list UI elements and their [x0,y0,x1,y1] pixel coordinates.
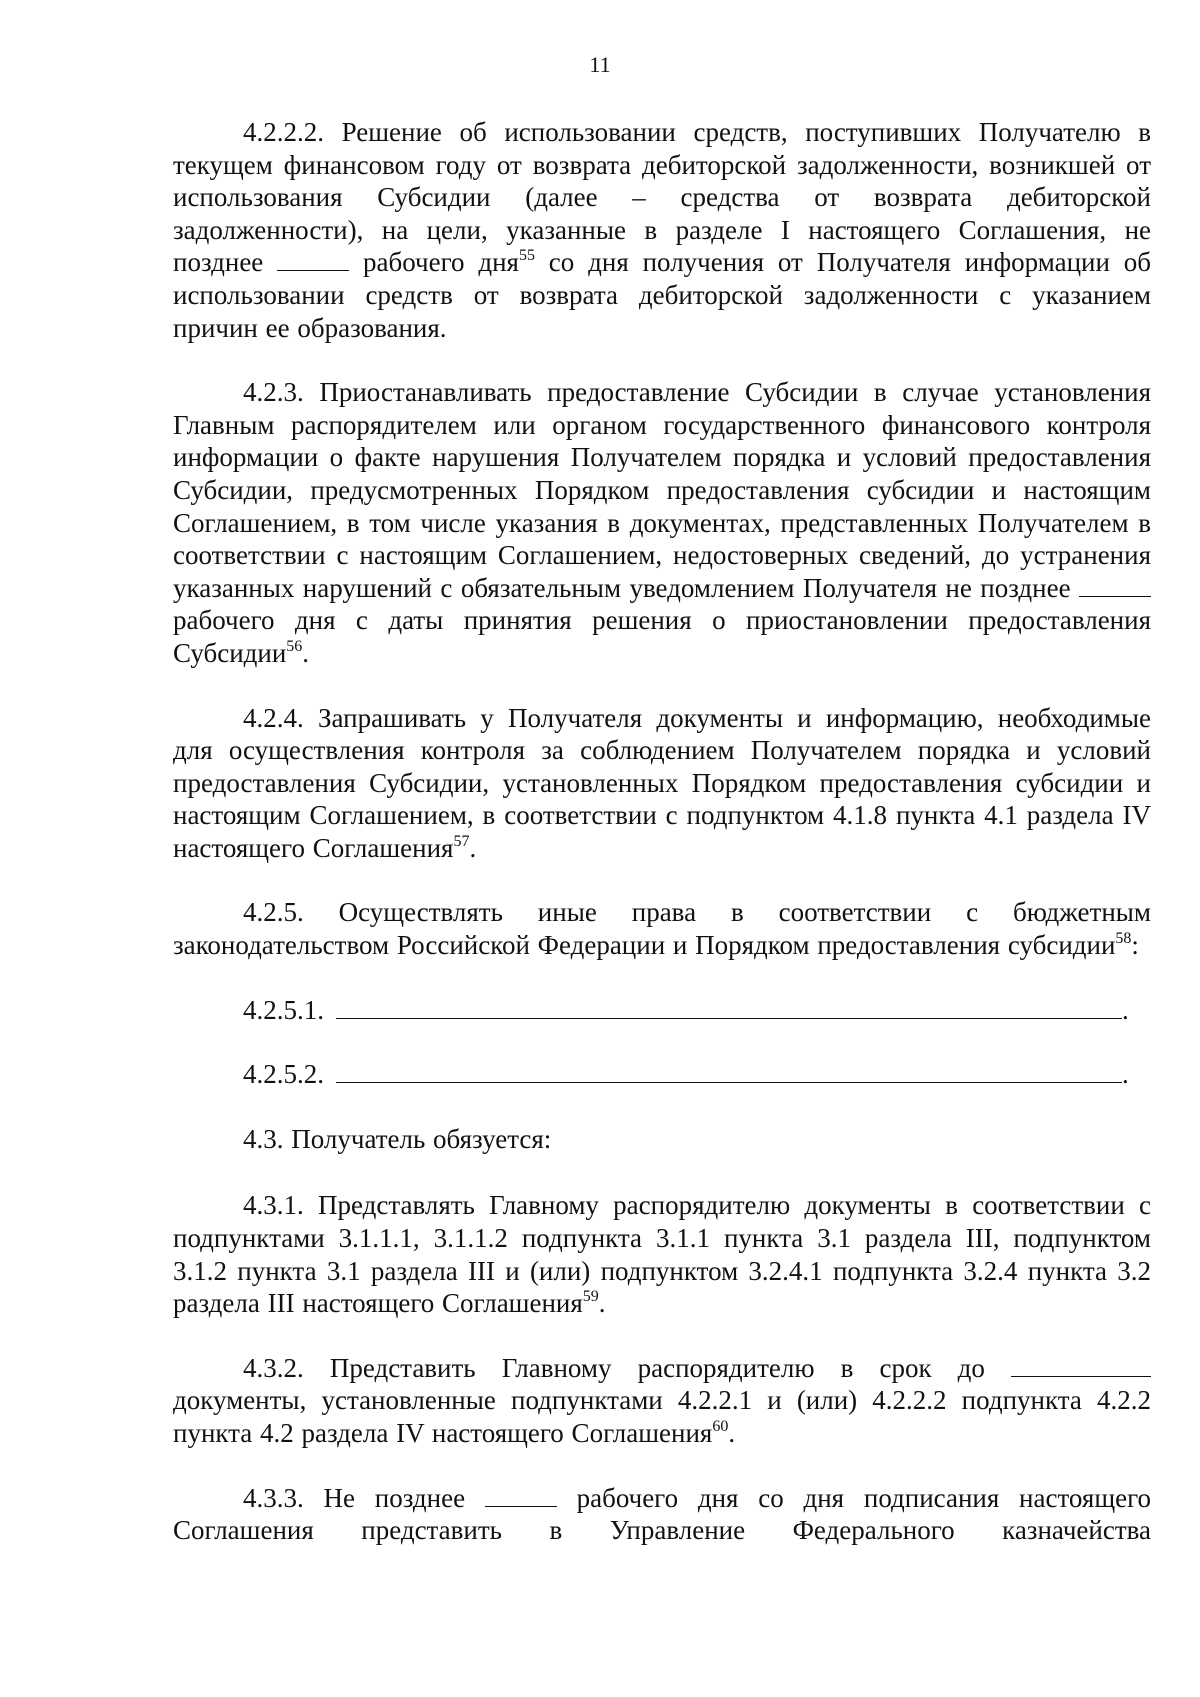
blank-field [485,1482,557,1507]
paragraph-text: 4.3.3. Не позднее [243,1482,485,1513]
item-label: 4.2.5.2. [243,1059,324,1090]
paragraph-4-2-5-2 [173,1058,1151,1091]
paragraph-text: 4.2.5. Осуществлять иные права в соответствии с бюджетным законодательством Российской Федерации и Порядком предоставления субсидии [173,897,1151,961]
paragraph-4-3-1 [173,1189,1151,1319]
item-label: 4.2.5.1. [243,994,324,1025]
paragraph-text: . [598,1288,606,1319]
paragraph-4-3-2 [173,1352,1151,1450]
footnote-ref: 57 [453,832,470,850]
paragraph-text: 4.3. Получатель обязуется: [243,1123,552,1154]
footnote-ref: 58 [1115,930,1132,948]
paragraph-text: рабочего дня со дня подписания настоящего Соглашения представить в Управление Федерального казначейства [173,1482,1151,1546]
paragraph-text: . [302,637,310,668]
paragraph-text: со дня получения от Получателя информации об использовании средств от возврата дебиторской задолженности с указанием причин ее образования. [173,247,1152,343]
paragraph-4-3-3 [173,1482,1151,1547]
paragraph-4-2-3 [173,376,1151,669]
blank-line [336,1058,1122,1083]
paragraph-text: рабочего дня с даты принятия решения о приостановлении предоставления Субсидии [173,605,1151,668]
footnote-ref: 56 [286,637,303,655]
item-end: . [1122,1059,1129,1090]
blank-field [1079,572,1151,597]
blank-field [277,246,349,271]
paragraph-4-2-5 [173,896,1151,961]
paragraph-text: . [469,832,477,863]
paragraph-text: . [728,1418,736,1448]
paragraph-text: 4.2.4. Запрашивать у Получателя документы и информацию, необходимые для осуществления контроля за соблюдением Получателем порядка и условий предоставления Субсидии, установленных Порядком предоставления субсидии и настоящим Соглашением, в соответствии с подпунктом 4.1.8 пункта 4.1 раздела IV настоящего Соглашения [173,702,1151,863]
footnote-ref: 59 [582,1288,599,1306]
paragraph-4-3 [173,1123,1151,1156]
paragraph-4-2-4 [173,702,1151,865]
page-number: 11 [589,52,611,77]
footnote-ref: 55 [518,247,535,265]
blank-line [336,994,1122,1019]
document-body [173,116,1151,1547]
footnote-ref: 60 [712,1418,729,1435]
paragraph-text: рабочего дня [349,247,519,278]
paragraph-4-2-2-2 [173,116,1151,344]
paragraph-text: : [1131,930,1139,961]
paragraph-text: 4.3.2. Представить Главному распорядителю в срок до [243,1352,1011,1383]
paragraph-text: документы, установленные подпунктами 4.2.2.1 и (или) 4.2.2.2 подпункта 4.2.2 пункта 4.2 раздела IV настоящего Соглашения [173,1385,1151,1448]
paragraph-4-2-5-1 [173,994,1151,1027]
paragraph-text: 4.2.3. Приостанавливать предоставление Субсидии в случае установления Главным распорядителем или органом государственного финансового контроля информации о факте нарушения Получателем порядка и условий предоставления Субсидии, предусмотренных Порядком предоставления субсидии и настоящим Соглашением, в том числе указания в документах, представленных Получателем в соответствии с настоящим Соглашением, недостоверных сведений, до устранения указанных нарушений с обязательным уведомлением Получателя не позднее [173,377,1151,603]
paragraph-text: 4.3.1. Представлять Главному распорядителю документы в соответствии с подпунктами 3.1.1.1, 3.1.1.2 подпункта 3.1.1 пункта 3.1 раздела III, подпунктом 3.1.2 пункта 3.1 раздела III и (или) подпунктом 3.2.4.1 подпункта 3.2.4 пункта 3.2 раздела III настоящего Соглашения [173,1190,1151,1319]
paragraph-text: 4.2.2.2. Решение об использовании средств, поступивших Получателю в текущем финансовом году от возврата дебиторской задолженности, возникшей от использования Субсидии (далее – средства от возврата дебиторской задолженности), на цели, указанные в разделе I настоящего Соглашения, не позднее [173,117,1151,278]
item-end: . [1122,994,1129,1025]
blank-field [1011,1352,1151,1377]
